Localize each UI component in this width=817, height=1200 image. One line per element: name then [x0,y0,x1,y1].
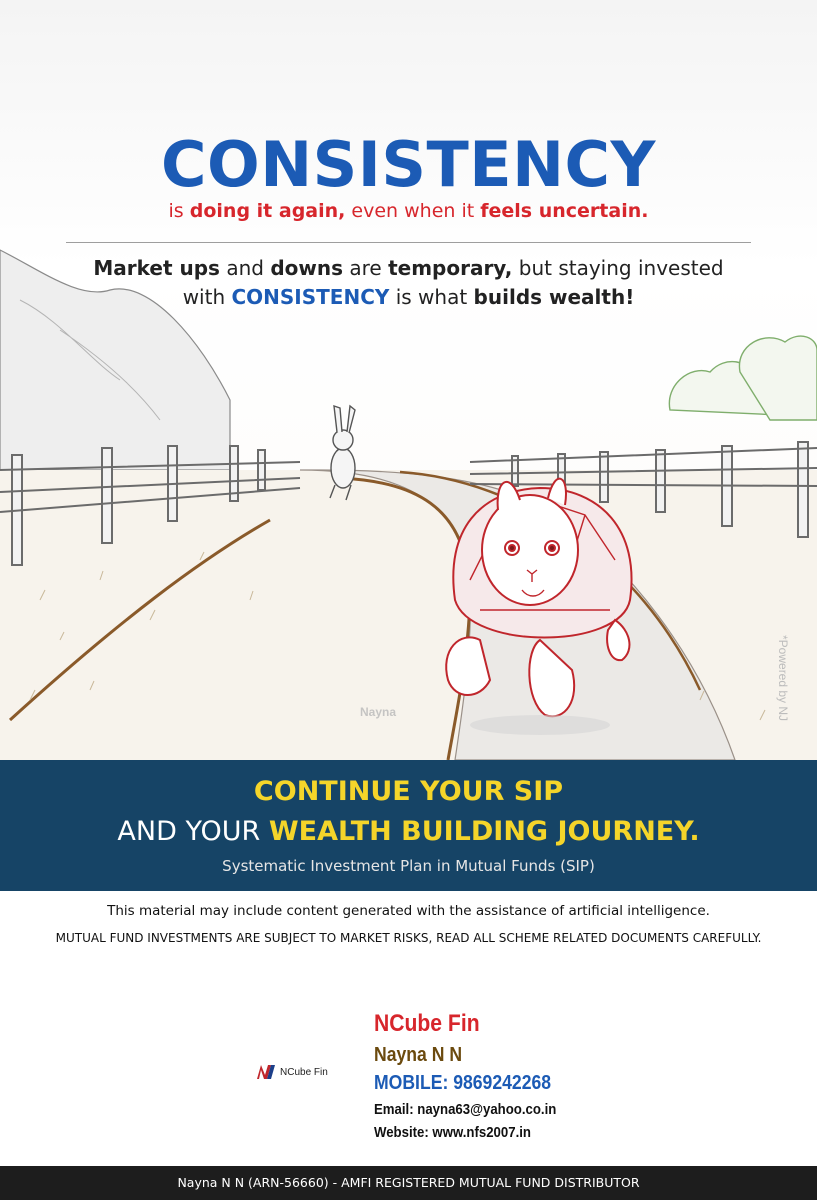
logo-text: NCube Fin [280,1066,328,1078]
contact-email: Email: nayna63@yahoo.co.in [374,1101,557,1118]
message-bold: Market ups [93,256,220,280]
headline-title: CONSISTENCY [161,128,656,201]
banner-line-2-highlight: WEALTH BUILDING JOURNEY. [268,816,700,847]
contact-block [374,1010,794,1141]
risk-disclaimer: MUTUAL FUND INVESTMENTS ARE SUBJECT TO MARKET RISKS, READ ALL SCHEME RELATED DOCUMENTS CAREFULLY. [55,931,762,945]
message-highlight: CONSISTENCY [231,285,390,309]
banner-line-3: Systematic Investment Plan in Mutual Funds (SIP) [222,857,595,875]
ncube-logo-icon [256,1064,276,1080]
tree-icon [669,336,817,420]
contact-name: Nayna N N [374,1044,463,1066]
subtitle-part: even when it [345,200,481,222]
banner-line-2-prefix: AND YOUR [117,816,269,847]
company-logo [256,1064,328,1080]
message-bold: builds wealth! [473,285,635,309]
subtitle-emphasis: doing it again, [189,200,346,222]
contact-company: NCube Fin [374,1010,480,1037]
message-text [0,254,817,312]
message-line-1 [0,254,817,283]
watermark: Nayna [360,705,397,719]
message-bold: downs [270,256,343,280]
subtitle-emphasis: feels uncertain. [480,200,649,222]
contact-mobile: MOBILE: 9869242268 [374,1072,552,1094]
powered-by-label: *Powered by NJ [776,635,790,722]
footer-bar: Nayna N N (ARN-56660) - AMFI REGISTERED MUTUAL FUND DISTRIBUTOR [0,1166,817,1200]
message-plain: is what [389,285,474,309]
subtitle-part: is [168,200,190,222]
ai-disclaimer: This material may include content generated with the assistance of artificial intelligence. [107,903,710,919]
message-plain: but staying invested [512,256,724,280]
message-line-2 [0,283,817,312]
message-plain: and [219,256,271,280]
banner-line-1: CONTINUE YOUR SIP [253,776,564,807]
headline-subtitle [0,200,817,222]
message-plain: with [182,285,232,309]
message-bold: temporary, [388,256,513,280]
message-plain: are [343,256,389,280]
contact-website: Website: www.nfs2007.in [374,1124,531,1141]
banner-line-2 [0,816,817,847]
divider [66,242,751,243]
